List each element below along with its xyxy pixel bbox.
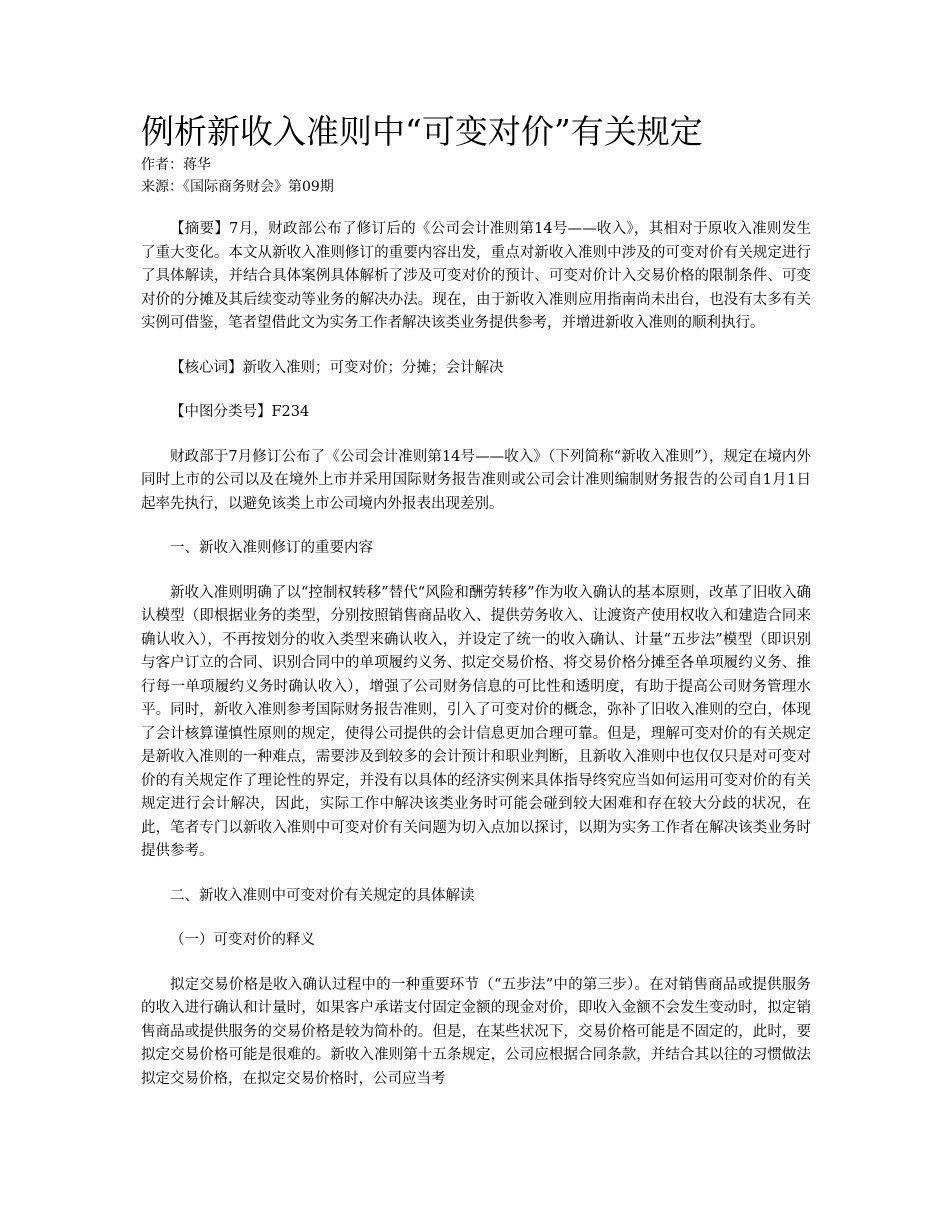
classification-paragraph: 【中图分类号】F234 xyxy=(170,404,310,420)
section2-heading: 二、新收入准则中可变对价有关规定的具体解读 xyxy=(170,887,475,904)
section2-body: 拟定交易价格是收入确认过程中的一种重要环节（“五步法”中的第三步）。在对销售商品或提供服务的收入进行确认和计量时，如果客户承诺支付固定金额的现金对价，即收入金额不会发生变动时，拟定销售商品或提供服务的交易价格是较为简朴的。但是，在某些状况下，交易价格可能是不固定的，此时，要拟定交易价格可能是很难的。新收入准则第十五条规定，公司应根据合同条款，并结合其以往的习惯做法拟定交易价格，在拟定交易价格时，公司应当考 xyxy=(141,976,811,1087)
source-line: 来源：《国际商务财会》第09期 xyxy=(141,179,334,195)
author-line: 作者：蒋华 xyxy=(141,157,211,173)
section2-subheading: （一）可变对价的释义 xyxy=(170,932,315,948)
abstract-paragraph: 【摘要】7月，财政部公布了修订后的《公司会计准则第14号——收入》，其相对于原收入准则发生了重大变化。本文从新收入准则修订的重要内容出发，重点对新收入准则中涉及的可变对价有关规定进行了具体解读，并结合具体案例具体解析了涉及可变对价的预计、可变对价计入交易价格的限制条件、可变对价的分摊及其后续变动等业务的解决办法。现在，由于新收入准则应用指南尚未出台，也没有太多有关实例可借鉴，笔者望借此文为实务工作者解决该类业务提供参考，并增进新收入准则的顺利执行。 xyxy=(141,221,811,331)
keywords-paragraph: 【核心词】新收入准则；可变对价；分摊；会计解决 xyxy=(170,359,504,376)
section1-body: 新收入准则明确了以“控制权转移”替代“风险和酬劳转移”作为收入确认的基本原则，改革了旧收入确认模型（即根据业务的类型，分别按照销售商品收入、提供劳务收入、让渡资产使用权收入和建造合同来确认收入），不再按划分的收入类型来确认收入，并设定了统一的收入确认、计量“五步法”模型（即识别与客户订立的合同、识别合同中的单项履约义务、拟定交易价格、将交易价格分摊至各单项履约义务、推行每一单项履约义务时确认收入），增强了公司财务信息的可比性和透明度，有助于提高公司财务管理水平。同时，新收入准则参考国际财务报告准则，引入了可变对价的概念，弥补了旧收入准则的空白，体现了会计核算谨慎性原则的规定，使得公司提供的会计信息更加合理可靠。但是，理解可变对价的有关规定是新收入准则的一种难点，需要涉及到较多的会计预计和职业判断，且新收入准则中也仅仅只是对可变对价的有关规定作了理论性的界定，并没有以具体的经济实例来具体指导终究应当如何运用可变对价的有关规定进行会计解决，因此，实际工作中解决该类业务时可能会碰到较大困难和存在较大分歧的状况，在此，笔者专门以新收入准则中可变对价有关问题为切入点加以探讨，以期为实务工作者在解决该类业务时提供参考。 xyxy=(141,584,811,859)
intro-paragraph: 财政部于7月修订公布了《公司会计准则第14号——收入》（下列简称“新收入准则”），规定在境内外同时上市的公司以及在境外上市并采用国际财务报告准则或公司会计准则编制财务报告的公司自1月1日起率先执行，以避免该类上市公司境内外报表出现差别。 xyxy=(141,448,811,512)
document-title: 例析新收入准则中“可变对价”有关规定 xyxy=(141,112,703,151)
section1-heading: 一、新收入准则修订的重要内容 xyxy=(170,540,373,556)
document-page xyxy=(141,110,811,1091)
